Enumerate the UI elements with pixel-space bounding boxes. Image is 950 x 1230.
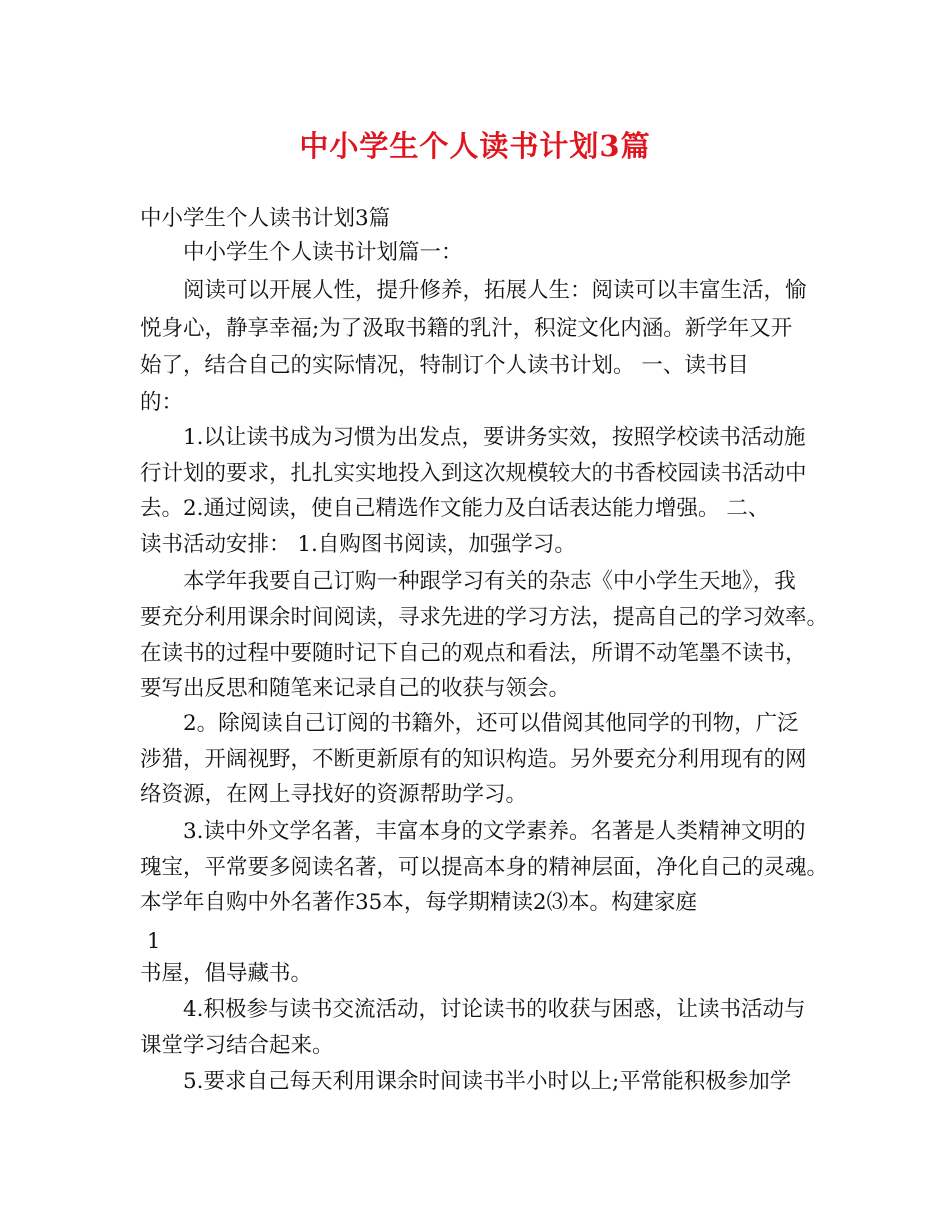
paragraph-line: 本学年我要自己订购一种跟学习有关的杂志《中小学生天地》，我 <box>183 569 796 594</box>
document-title: 中小学生个人读书计划3篇 <box>299 129 651 163</box>
page-number: 1 <box>147 929 161 953</box>
paragraph-line: 去。2.通过阅读，使自己精选作文能力及白话表达能力增强。 二、 <box>140 496 770 521</box>
paragraph-line: 读书活动安排： 1.自购图书阅读，加强学习。 <box>140 532 576 557</box>
paragraph-line: 悦身心，静享幸福;为了汲取书籍的乳汁，积淀文化内涵。新学年又开 <box>140 316 793 341</box>
paragraph-line: 要写出反思和随笔来记录自己的收获与领会。 <box>140 676 571 701</box>
paragraph-line: 要充分利用课余时间阅读，寻求先进的学习方法，提高自己的学习效率。 <box>140 605 829 630</box>
paragraph-line: 2。除阅读自己订阅的书籍外，还可以借阅其他同学的刊物，广泛 <box>183 711 799 736</box>
paragraph-line: 在读书的过程中要随时记下自己的观点和看法，所谓不动笔墨不读书， <box>140 641 807 666</box>
paragraph-line: 涉猎，开阔视野，不断更新原有的知识构造。另外要充分利用现有的网 <box>140 747 807 772</box>
paragraph-line: 课堂学习结合起来。 <box>140 1033 334 1058</box>
paragraph-line: 的： <box>140 390 184 415</box>
paragraph-line: 阅读可以开展人性，提升修养，拓展人生：阅读可以丰富生活，愉 <box>183 278 807 303</box>
paragraph-line: 始了，结合自己的实际情况，特制订个人读书计划。 一、读书目 <box>140 353 749 378</box>
paragraph-line: 1.以让读书成为习惯为出发点，要讲务实效，按照学校读书活动施 <box>183 425 806 450</box>
paragraph-line: 瑰宝，平常要多阅读名著，可以提高本身的精神层面，净化自己的灵魂。 <box>140 855 829 880</box>
paragraph-line: 络资源，在网上寻找好的资源帮助学习。 <box>140 782 528 807</box>
subtitle-line: 中小学生个人读书计划3篇 <box>140 206 391 231</box>
section-heading-line: 中小学生个人读书计划篇一： <box>183 240 463 265</box>
paragraph-line: 行计划的要求，扎扎实实地投入到这次规模较大的书香校园读书活动中 <box>140 461 807 486</box>
paragraph-line: 4.积极参与读书交流活动，讨论读书的收获与困惑，让读书活动与 <box>183 997 806 1022</box>
paragraph-line: 本学年自购中外名著作35本，每学期精读2⑶本。构建家庭 <box>140 890 698 915</box>
paragraph-line: 书屋，倡导藏书。 <box>140 961 313 986</box>
paragraph-line: 3.读中外文学名著，丰富本身的文学素养。名著是人类精神文明的 <box>183 819 806 844</box>
paragraph-line: 5.要求自己每天利用课余时间读书半小时以上;平常能积极参加学 <box>183 1069 792 1094</box>
